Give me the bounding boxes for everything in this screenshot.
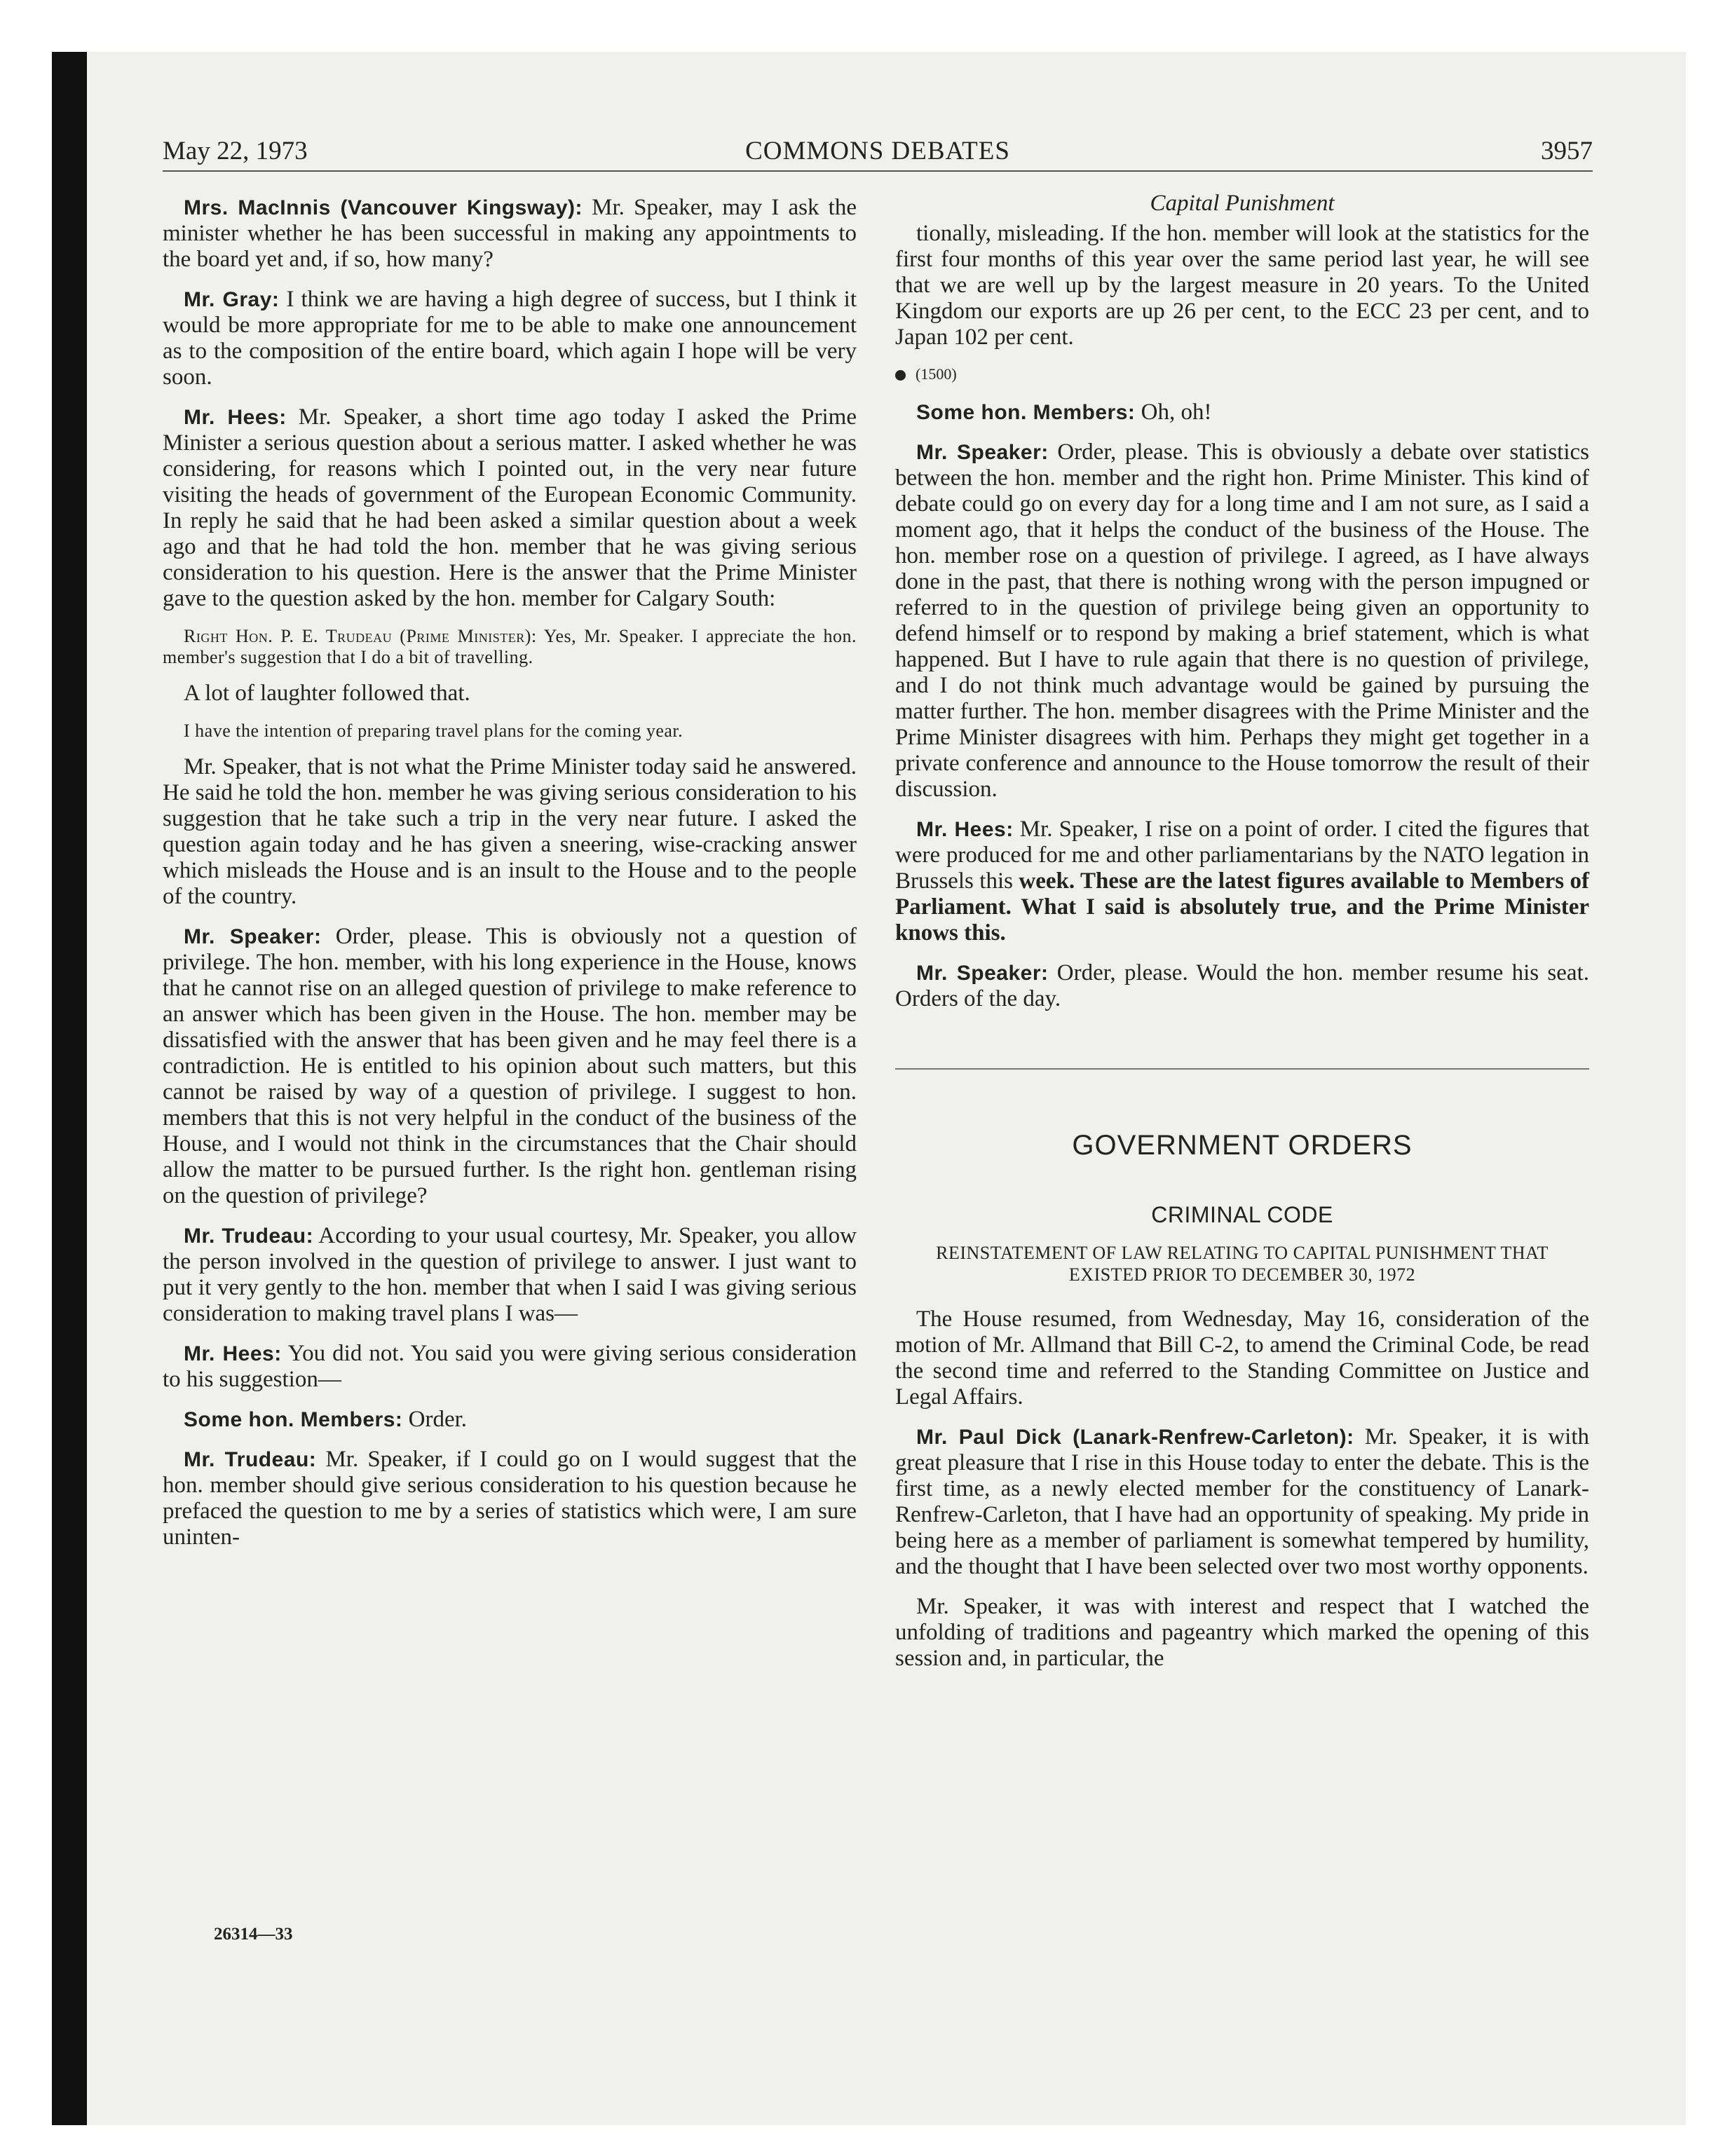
speaker-name: Mr. Speaker: <box>184 925 322 948</box>
speech-text: Mr. Speaker, a short time ago today I asked the Prime Minister a serious question about a serious matter. I asked whether he was considering, for reasons which I pointed out, in the very near future visiting the heads of government of the European Economic Community. In reply he said that he had been asked a similar question about a week ago and that he had told the hon. member that he was giving serious consideration to his question. Here is the answer that the Prime Minister gave to the question asked by the hon. member for Calgary South: <box>163 404 857 611</box>
speech-text: According to your usual courtesy, Mr. Speaker, you allow the person involved in the question of privilege to answer. I just want to put it very gently to the hon. member that when I said I was giving serious consideration to making travel plans I was— <box>163 1223 857 1326</box>
paragraph <box>163 404 857 612</box>
section-divider <box>895 1068 1589 1070</box>
speech-text-bold: week. These are the latest figures available to Members of Parliament. What I said is absolutely true, and the Prime Minister knows this. <box>895 868 1590 946</box>
header-date: May 22, 1973 <box>163 137 308 165</box>
speech-text: Mr. Speaker, it is with great pleasure that I rise in this House today to enter the debate. This is the first time, as a newly elected member for the constituency of Lanark-Renfrew-Carleton, that I have had an opportunity of speaking. My pride in being here as a member of parliament is somewhat tempered by humility, and the thought that I have been selected over two most worthy opponents. <box>895 1424 1589 1579</box>
paragraph <box>163 1223 857 1327</box>
paragraph <box>895 400 1589 425</box>
quoted-passage: I have the intention of preparing travel plans for the coming year. <box>184 721 683 741</box>
speaker-name: Mr. Speaker: <box>916 962 1049 985</box>
left-column <box>163 195 857 1564</box>
speech-text: I think we are having a high degree of success, but I think it would be more appropriate for me to be able to make one announcement as to the composition of the entire board, which again I hope will be very soon. <box>163 287 857 390</box>
paragraph: The House resumed, from Wednesday, May 16, consideration of the motion of Mr. Allmand that Bill C-2, to amend the Criminal Code, be read the second time and referred to the Standing Committee on Justice and Legal Affairs. <box>895 1306 1589 1410</box>
paragraph: tionally, misleading. If the hon. member will look at the statistics for the first four months of this year over the same period last year, he will see that we are well up by the largest measure in 20 years. To the United Kingdom our exports are up 26 per cent, to the ECC 23 per cent, and to Japan 102 per cent. <box>895 221 1589 350</box>
speaker-name: Some hon. Members: <box>916 401 1136 424</box>
header-title: COMMONS DEBATES <box>745 137 1010 165</box>
speaker-name: Mrs. MacInnis (Vancouver Kingsway): <box>184 196 583 219</box>
speaker-name: Mr. Gray: <box>184 288 280 311</box>
speech-text: Oh, oh! <box>1135 400 1212 425</box>
speaker-name: Mr. Hees: <box>916 818 1014 841</box>
paragraph <box>895 817 1589 946</box>
bullet-dot-icon <box>895 370 906 381</box>
speech-text: Mr. Speaker, may I ask the minister whether he has been successful in making any appointments to the board yet and, if so, how many? <box>163 195 857 272</box>
paragraph <box>163 1407 857 1433</box>
header-page-number: 3957 <box>1541 137 1593 165</box>
paragraph <box>163 287 857 390</box>
speech-text: Order. <box>402 1407 468 1432</box>
quoted-passage <box>163 626 857 668</box>
speaker-name: Mr. Trudeau: <box>184 1448 317 1471</box>
running-head: Capital Punishment <box>1150 191 1335 216</box>
footer-code: 26314—33 <box>214 1925 293 1944</box>
speaker-name: Some hon. Members: <box>184 1408 403 1431</box>
speech-text: Order, please. This is obviously a debate over statistics between the hon. member and the right hon. Prime Minister. This kind of debate could go on every day for a long time and I am not sure, as I said a moment ago, that it helps the conduct of the business of the House. The hon. member rose on a question of privilege. I agreed, as I have always done in the past, that there is nothing wrong with the person impugned or referred to in the question of privilege being given an opportunity to defend himself or to respond by making a brief statement, which is what happened. But I have to rule again that there is no question of privilege, and I do not think much advantage would be gained by pursuing the matter further. The hon. member disagrees with the Prime Minister and the Prime Minister disagrees with him. Perhaps they might get together in a private conference and announce to the House tomorrow the result of their discussion. <box>895 439 1590 802</box>
paragraph: Mr. Speaker, that is not what the Prime Minister today said he answered. He said he told the hon. member he was giving serious consideration to his suggestion that he take such a trip in the very near future. I asked the question again today and he has given a sneering, wise-cracking answer which misleads the House and is an insult to the House and to the people of the country. <box>163 754 857 909</box>
speaker-name: Mr. Speaker: <box>916 441 1049 464</box>
paragraph <box>895 439 1589 803</box>
paragraph <box>163 1447 857 1550</box>
timestamp <box>895 364 1589 384</box>
page-header <box>163 137 1593 172</box>
speaker-name: Mr. Hees: <box>184 406 287 429</box>
paragraph <box>163 924 857 1209</box>
scan-edge-bar <box>52 52 87 2125</box>
speaker-name: Mr. Hees: <box>184 1342 282 1365</box>
timestamp-text: (1500) <box>916 365 957 383</box>
paragraph <box>163 195 857 273</box>
subsection-heading: CRIMINAL CODE <box>1151 1202 1333 1227</box>
paragraph <box>163 1341 857 1393</box>
paragraph: Mr. Speaker, it was with interest and respect that I watched the unfolding of traditions and pageantry which marked the opening of this session and, in particular, the <box>895 1594 1589 1671</box>
paragraph: A lot of laughter followed that. <box>184 681 470 706</box>
bill-title: REINSTATEMENT OF LAW RELATING TO CAPITAL PUNISHMENT THAT EXISTED PRIOR TO DECEMBER 30, 1972 <box>936 1243 1549 1285</box>
speech-text: Order, please. Would the hon. member resume his seat. Orders of the day. <box>895 960 1589 1011</box>
quoted-speaker: Right Hon. P. E. Trudeau (Prime Minister): <box>184 626 537 646</box>
speech-text: You did not. You said you were giving serious consideration to his suggestion— <box>163 1341 857 1392</box>
speech-text: Mr. Speaker, I rise on a point of order. I cited the figures that were produced for me and other parliamentarians by the NATO legation in Brussels this <box>895 817 1589 894</box>
speech-text: Mr. Speaker, if I could go on I would suggest that the hon. member should give serious consideration to his question because he prefaced the question to me by a series of statistics which were, I am sure uninten- <box>163 1447 857 1550</box>
paragraph <box>895 1424 1589 1580</box>
right-column <box>895 191 1589 1686</box>
paragraph <box>895 960 1589 1012</box>
section-heading: GOVERNMENT ORDERS <box>1072 1130 1413 1161</box>
speech-text: Order, please. This is obviously not a question of privilege. The hon. member, with his long experience in the House, knows that he cannot rise on an alleged question of privilege to make reference to an answer which has been given in the House. The hon. member may be dissatisfied with the answer that has been given and he may feel there is a contradiction. He is entitled to his opinion about such matters, but this cannot be raised by way of a question of privilege. I suggest to hon. members that this is not very helpful in the conduct of the business of the House, and I would not think in the circumstances that the Chair should allow the matter to be pursued further. Is the right hon. gentleman rising on the question of privilege? <box>163 924 857 1208</box>
speaker-name: Mr. Paul Dick (Lanark-Renfrew-Carleton): <box>916 1426 1354 1449</box>
quoted-text: Yes, Mr. Speaker. I appreciate the hon. member's suggestion that I do a bit of travelling. <box>163 626 857 667</box>
speaker-name: Mr. Trudeau: <box>184 1224 314 1248</box>
